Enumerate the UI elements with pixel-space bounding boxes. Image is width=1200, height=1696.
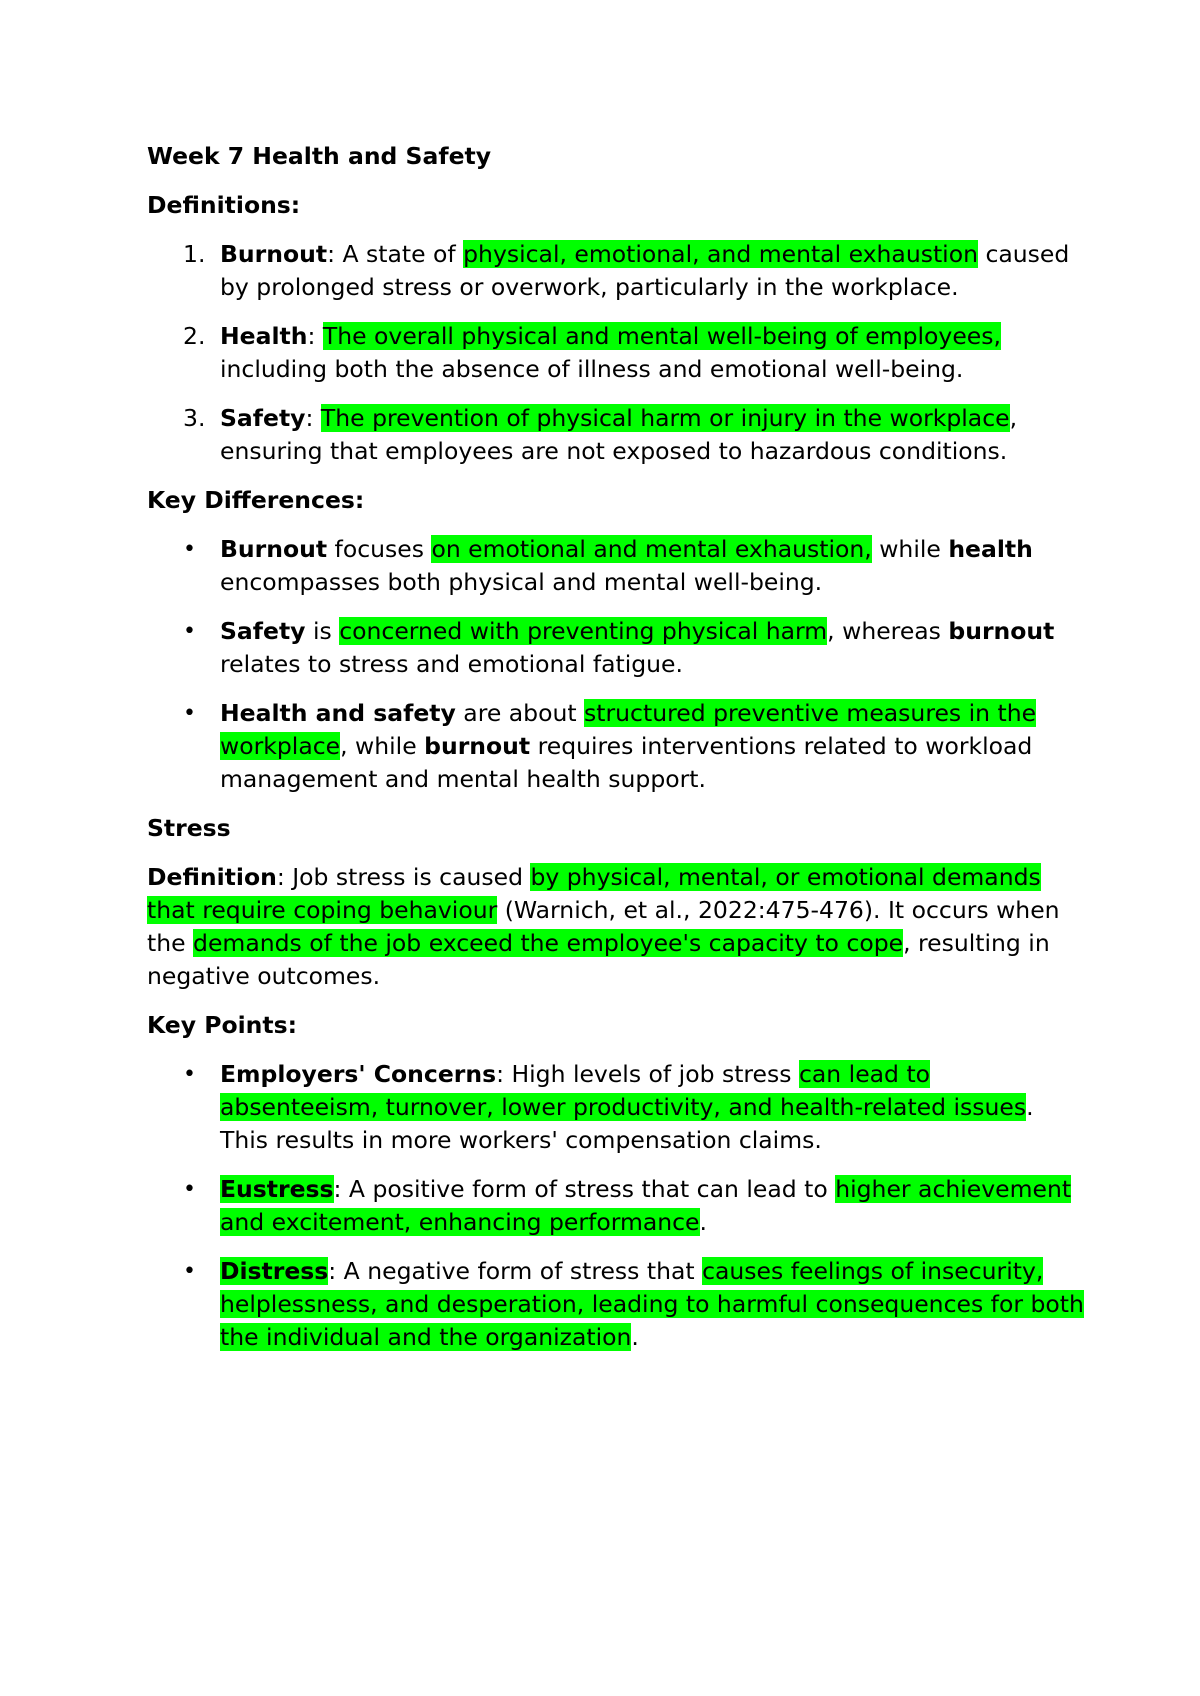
- definition-label: Definition: [147, 863, 277, 891]
- highlighted-text: higher achievement and excitement, enhancing performance: [220, 1175, 1072, 1236]
- body-text: , while: [340, 732, 425, 760]
- bold-term: Burnout: [220, 535, 328, 563]
- definition-text: : A state of: [327, 240, 464, 268]
- bold-term: Eustress: [220, 1175, 334, 1203]
- body-text: .: [699, 1208, 707, 1236]
- bullet-icon: •: [183, 619, 196, 644]
- bullet-icon: •: [183, 1177, 196, 1202]
- body-text: is: [305, 617, 340, 645]
- document-page: [147, 140, 1087, 1370]
- difference-item: [147, 615, 1087, 681]
- highlighted-text: on emotional and mental exhaustion,: [431, 535, 872, 563]
- bold-term: Health and safety: [220, 699, 456, 727]
- highlighted-text: structured preventive measures in the workplace: [220, 699, 1037, 760]
- body-text: : A negative form of stress that: [328, 1257, 703, 1285]
- definitions-list: [147, 238, 1087, 468]
- body-text: focuses: [327, 535, 432, 563]
- highlighted-text: demands of the job exceed the employee's capacity to cope: [193, 929, 904, 957]
- body-text: : A positive form of stress that can lead to: [333, 1175, 836, 1203]
- differences-heading: Key Differences:: [147, 486, 365, 514]
- definition-text: , ensuring that employees are not exposed to hazardous conditions.: [220, 404, 1018, 465]
- difference-item: [147, 697, 1087, 796]
- stress-definition: [147, 861, 1087, 993]
- highlighted-text: by physical, mental, or emotional demands that require coping behaviour: [147, 863, 1041, 924]
- body-text: requires interventions related to workload management and mental health support.: [220, 732, 1033, 793]
- definition-item-burnout: [147, 238, 1087, 304]
- key-point-item: [147, 1255, 1087, 1354]
- definition-term: Health: [220, 322, 308, 350]
- definition-text: :: [307, 322, 323, 350]
- bold-term: burnout: [424, 732, 531, 760]
- highlighted-text: physical, emotional, and mental exhaustion: [463, 240, 978, 268]
- body-text: encompasses both physical and mental well-being.: [220, 568, 823, 596]
- highlighted-text: concerned with preventing physical harm: [339, 617, 828, 645]
- differences-list: [147, 533, 1087, 796]
- definition-term: Safety: [220, 404, 306, 432]
- body-text: : Job stress is caused: [276, 863, 531, 891]
- definition-text: including both the absence of illness and emotional well-being.: [220, 355, 964, 383]
- bold-term: health: [948, 535, 1033, 563]
- definition-text: caused by prolonged stress or overwork, particularly in the workplace.: [220, 240, 1070, 301]
- highlighted-text: The prevention of physical harm or injury in the workplace: [320, 404, 1010, 432]
- definition-term: Burnout: [220, 240, 328, 268]
- key-point-item: [147, 1058, 1087, 1157]
- bullet-icon: •: [183, 1062, 196, 1087]
- bold-term: burnout: [948, 617, 1055, 645]
- body-text: , whereas: [827, 617, 949, 645]
- body-text: .: [631, 1323, 639, 1351]
- list-number: 2.: [183, 322, 206, 350]
- bullet-icon: •: [183, 537, 196, 562]
- body-text: : High levels of job stress: [496, 1060, 799, 1088]
- bullet-icon: •: [183, 1259, 196, 1284]
- bold-term: Safety: [220, 617, 306, 645]
- body-text: are about: [455, 699, 585, 727]
- highlighted-text: The overall physical and mental well-being of employees,: [322, 322, 1001, 350]
- key-point-item: [147, 1173, 1087, 1239]
- list-number: 1.: [183, 240, 206, 268]
- body-text: . This results in more workers' compensation claims.: [220, 1093, 1034, 1154]
- body-text: while: [871, 535, 949, 563]
- highlighted-text: can lead to absenteeism, turnover, lower productivity, and health-related issues: [220, 1060, 1027, 1121]
- body-text: (Warnich, et al., 2022:475-476). It occurs when the: [147, 896, 1060, 957]
- definition-item-safety: [147, 402, 1087, 468]
- list-number: 3.: [183, 404, 206, 432]
- key-points-heading: Key Points:: [147, 1011, 298, 1039]
- difference-item: [147, 533, 1087, 599]
- key-points-list: [147, 1058, 1087, 1354]
- body-text: , resulting in negative outcomes.: [147, 929, 1050, 990]
- body-text: relates to stress and emotional fatigue.: [220, 650, 683, 678]
- bold-term: Employers' Concerns: [220, 1060, 497, 1088]
- definition-text: :: [305, 404, 321, 432]
- highlighted-text: causes feelings of insecurity, helplessness, and desperation, leading to harmful consequences for both the individual and the organization: [220, 1257, 1084, 1351]
- bullet-icon: •: [183, 701, 196, 726]
- document-title: Week 7 Health and Safety: [147, 142, 492, 170]
- stress-heading: Stress: [147, 814, 231, 842]
- bold-term: Distress: [220, 1257, 329, 1285]
- definitions-heading: Definitions:: [147, 191, 301, 219]
- definition-item-health: [147, 320, 1087, 386]
